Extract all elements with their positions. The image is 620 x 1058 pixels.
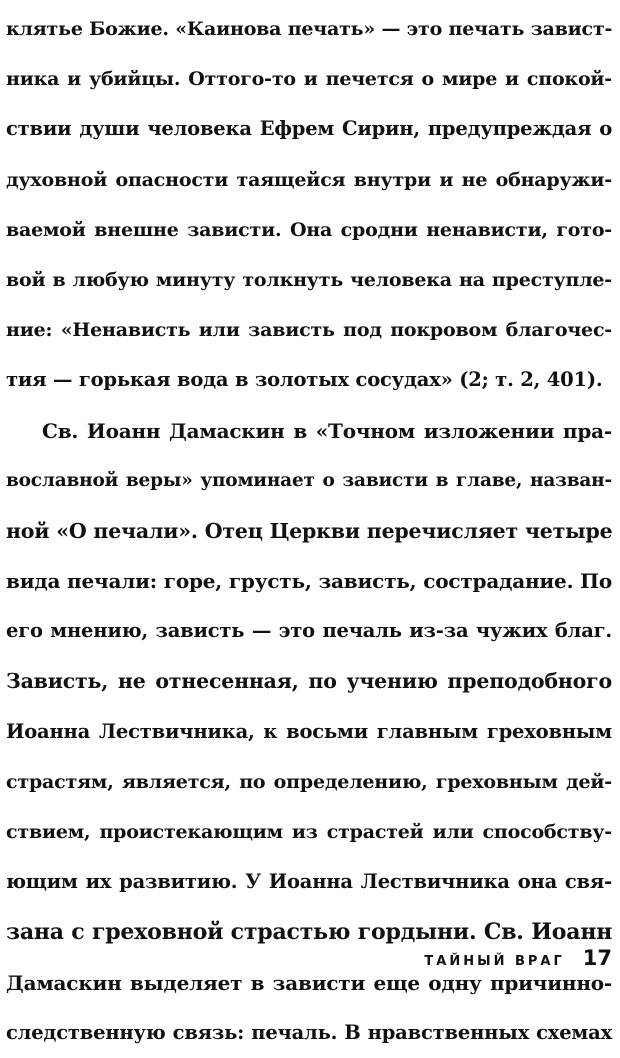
running-head: ТАЙНЫЙ ВРАГ bbox=[424, 954, 565, 969]
text-line: клятье Божие. «Каинова печать» — это печать завист- bbox=[6, 18, 613, 40]
text-line: ной «О печали». Отец Церкви перечисляет четыре bbox=[6, 518, 613, 543]
page-footer bbox=[424, 946, 612, 986]
page-number: 17 bbox=[582, 946, 612, 970]
text-line: ствии души человека Ефрем Сирин, предупреждая о bbox=[6, 117, 612, 141]
body-text bbox=[6, 4, 612, 1058]
text-line: ствием, проистекающим из страстей или способству- bbox=[6, 821, 612, 843]
text-line: зана с греховной страстью гордыни. Св. Иоанн bbox=[6, 919, 613, 946]
text-line: Зависть, не отнесенная, по учению преподобного bbox=[6, 669, 612, 694]
text-line: вида печали: горе, грусть, зависть, сострадание. По bbox=[6, 569, 612, 594]
text-line: ника и убийцы. Оттого-то и печется о мире и спокой- bbox=[6, 68, 612, 91]
text-line: вославной веры» упоминает о зависти в главе, назван- bbox=[6, 469, 612, 491]
text-line: Иоанна Лествичника, к восьми главным греховным bbox=[6, 719, 612, 743]
text-line: духовной опасности таящейся внутри и не обнаружи- bbox=[6, 168, 612, 191]
text-line: Св. Иоанн Дамаскин в «Точном изложении пра- bbox=[42, 418, 612, 443]
text-line: его мнению, зависть — это печаль из-за чужих благ. bbox=[6, 619, 612, 643]
text-line: ние: «Ненависть или зависть под покровом благочес- bbox=[6, 319, 612, 342]
text-line: Дамаскин выделяет в зависти еще одну причинно- bbox=[6, 970, 612, 995]
text-line: ваемой внешне зависти. Она сродни ненависти, гото- bbox=[6, 218, 612, 241]
text-line: тия — горькая вода в золотых сосудах» (2; т. 2, 401). bbox=[6, 368, 603, 392]
text-line: следственную связь: печаль. В нравственных схемах bbox=[6, 1020, 612, 1044]
text-line: ющим их развитию. У Иоанна Лествичника она свя- bbox=[6, 870, 612, 894]
text-line: страстям, является, по определению, греховным дей- bbox=[6, 770, 612, 793]
text-line: вой в любую минуту толкнуть человека на преступле- bbox=[6, 268, 612, 291]
